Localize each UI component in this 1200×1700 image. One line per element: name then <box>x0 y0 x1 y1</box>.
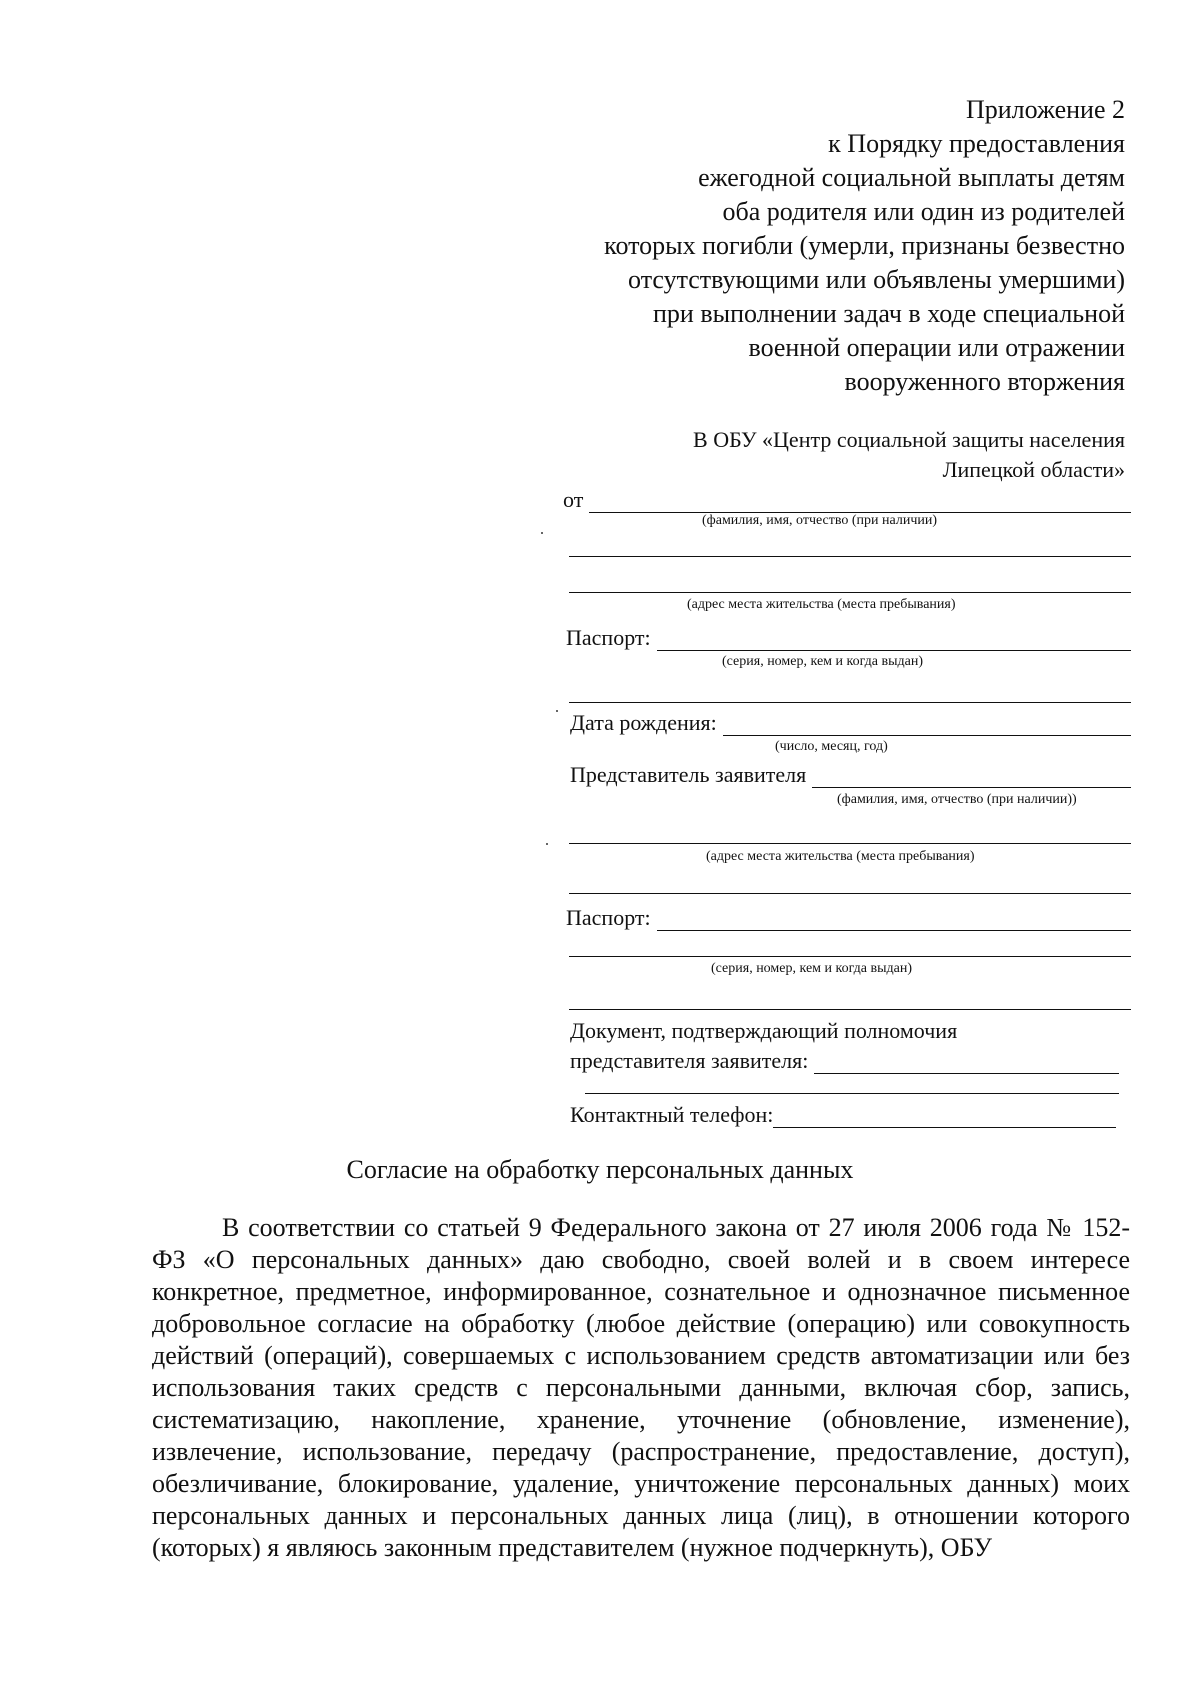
document-title: Согласие на обработку персональных данных <box>346 1155 854 1184</box>
header-line: вооруженного вторжения <box>844 367 1125 396</box>
fio-caption: (фамилия, имя, отчество (при наличии) <box>702 513 938 528</box>
representative-label: Представитель заявителя <box>570 762 807 787</box>
addressee-line: В ОБУ «Центр социальной защиты населения <box>693 427 1125 452</box>
header-line: отсутствующими или объявлены умершими) <box>628 265 1125 294</box>
authority-doc-label-2: представителя заявителя: <box>570 1048 809 1073</box>
representative-passport-line-2[interactable] <box>569 956 1131 957</box>
birthdate-field <box>570 710 1131 736</box>
authority-doc-label-1: Документ, подтверждающий полномочия <box>570 1018 958 1043</box>
authority-doc-line-2[interactable] <box>585 1093 1119 1094</box>
header-line: оба родителя или один из родителей <box>722 197 1125 226</box>
blank-line[interactable] <box>569 1009 1131 1010</box>
header-line: Приложение 2 <box>965 95 1125 124</box>
phone-field <box>570 1102 1116 1128</box>
passport-line-2[interactable] <box>569 702 1131 703</box>
authority-doc-input-line[interactable] <box>814 1051 1119 1074</box>
addressee-line: Липецкой области» <box>942 457 1125 482</box>
phone-input-line[interactable] <box>773 1105 1116 1128</box>
appendix-header <box>425 93 1125 399</box>
blank-line[interactable] <box>569 893 1131 894</box>
header-line: военной операции или отражении <box>748 333 1125 362</box>
phone-label: Контактный телефон: <box>570 1102 774 1127</box>
header-line: при выполнении задач в ходе специальной <box>653 299 1125 328</box>
representative-passport-caption: (серия, номер, кем и когда выдан) <box>711 961 912 976</box>
passport-input-line[interactable] <box>657 628 1131 651</box>
header-line: ежегодной социальной выплаты детям <box>698 163 1125 192</box>
from-input-line[interactable] <box>589 490 1131 513</box>
representative-passport-label: Паспорт: <box>566 905 651 930</box>
consent-paragraph: В соответствии со статьей 9 Федерального закона от 27 июля 2006 года № 152-ФЗ «О персональных данных» даю свободно, своей волей и в своем интересе конкретное, предметное, информированное, сознательное и однозначное письменное добровольное согласие на обработку (любое действие (операцию) или совокупность действий (операций), совершаемых с использованием средств автоматизации или без использования таких средств с персональными данными, включая сбор, запись, систематизацию, накопление, хранение, уточнение (обновление, изменение), извлечение, использование, передачу (распространение, предоставление, доступ), обезличивание, блокирование, удаление, уничтожение персональных данных) моих персональных данных и персональных данных лица (лиц), в отношении которого (которых) я являюсь законным представителем (нужное подчеркнуть), ОБУ <box>152 1213 1130 1562</box>
birthdate-caption: (число, месяц, год) <box>775 739 888 754</box>
representative-address-caption: (адрес места жительства (места пребывания) <box>706 849 975 864</box>
addressee-block <box>525 425 1125 485</box>
header-line: которых погибли (умерли, признаны безвестно <box>604 231 1125 260</box>
birthdate-input-line[interactable] <box>723 713 1131 736</box>
representative-passport-input-line[interactable] <box>657 908 1131 931</box>
representative-fio-caption: (фамилия, имя, отчество (при наличии)) <box>837 792 1077 807</box>
consent-body <box>152 1212 1130 1564</box>
address-caption: (адрес места жительства (места пребывания) <box>687 597 956 612</box>
representative-address-line[interactable] <box>569 843 1131 844</box>
representative-passport-field <box>566 905 1131 931</box>
blank-line[interactable] <box>569 556 1131 557</box>
scan-speck <box>546 843 548 845</box>
authority-doc-label-row <box>570 1018 1130 1044</box>
address-line[interactable] <box>569 592 1131 593</box>
authority-doc-field <box>570 1048 1119 1074</box>
from-label: от <box>563 487 584 512</box>
from-field <box>563 487 1131 513</box>
passport-label: Паспорт: <box>566 625 651 650</box>
scan-speck <box>541 532 543 534</box>
passport-caption: (серия, номер, кем и когда выдан) <box>722 654 923 669</box>
birthdate-label: Дата рождения: <box>570 710 717 735</box>
header-line: к Порядку предоставления <box>828 129 1125 158</box>
scan-speck <box>556 710 558 712</box>
passport-field <box>566 625 1131 651</box>
representative-input-line[interactable] <box>812 765 1131 788</box>
representative-field <box>570 762 1131 788</box>
